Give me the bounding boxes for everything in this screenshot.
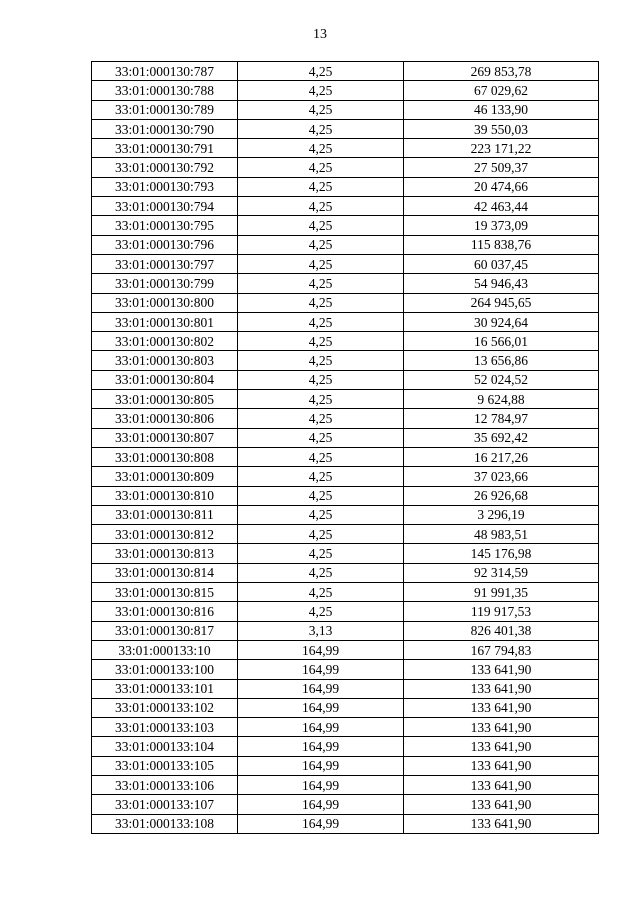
rate-cell: 4,25	[238, 139, 404, 158]
rate-cell: 164,99	[238, 775, 404, 794]
value-cell: 133 641,90	[404, 660, 599, 679]
rate-cell: 164,99	[238, 718, 404, 737]
rate-cell: 4,25	[238, 177, 404, 196]
table-row	[92, 737, 599, 756]
cadastral-number-cell: 33:01:000133:101	[92, 679, 238, 698]
value-cell: 16 217,26	[404, 447, 599, 466]
cadastral-number-cell: 33:01:000130:787	[92, 62, 238, 81]
value-cell: 145 176,98	[404, 544, 599, 563]
rate-cell: 164,99	[238, 698, 404, 717]
rate-cell: 164,99	[238, 679, 404, 698]
rate-cell: 4,25	[238, 332, 404, 351]
table-row	[92, 583, 599, 602]
cadastral-number-cell: 33:01:000130:815	[92, 583, 238, 602]
cadastral-number-cell: 33:01:000130:796	[92, 235, 238, 254]
cadastral-number-cell: 33:01:000130:803	[92, 351, 238, 370]
table-row	[92, 679, 599, 698]
table-row	[92, 119, 599, 138]
cadastral-number-cell: 33:01:000130:807	[92, 428, 238, 447]
table-row	[92, 332, 599, 351]
value-cell: 54 946,43	[404, 274, 599, 293]
rate-cell: 4,25	[238, 81, 404, 100]
cadastral-number-cell: 33:01:000130:792	[92, 158, 238, 177]
rate-cell: 4,25	[238, 467, 404, 486]
table-row	[92, 563, 599, 582]
cadastral-number-cell: 33:01:000133:104	[92, 737, 238, 756]
table-row	[92, 698, 599, 717]
rate-cell: 4,25	[238, 525, 404, 544]
rate-cell: 4,25	[238, 62, 404, 81]
value-cell: 42 463,44	[404, 197, 599, 216]
value-cell: 20 474,66	[404, 177, 599, 196]
value-cell: 133 641,90	[404, 814, 599, 833]
value-cell: 52 024,52	[404, 370, 599, 389]
table-row	[92, 216, 599, 235]
value-cell: 19 373,09	[404, 216, 599, 235]
value-cell: 13 656,86	[404, 351, 599, 370]
table-row	[92, 409, 599, 428]
rate-cell: 4,25	[238, 409, 404, 428]
value-cell: 115 838,76	[404, 235, 599, 254]
value-cell: 39 550,03	[404, 119, 599, 138]
rate-cell: 4,25	[238, 370, 404, 389]
rate-cell: 4,25	[238, 544, 404, 563]
value-cell: 16 566,01	[404, 332, 599, 351]
table-row	[92, 139, 599, 158]
rate-cell: 4,25	[238, 486, 404, 505]
rate-cell: 164,99	[238, 660, 404, 679]
rate-cell: 4,25	[238, 235, 404, 254]
cadastral-number-cell: 33:01:000133:105	[92, 756, 238, 775]
rate-cell: 4,25	[238, 390, 404, 409]
rate-cell: 164,99	[238, 737, 404, 756]
cadastral-number-cell: 33:01:000130:802	[92, 332, 238, 351]
table-row	[92, 81, 599, 100]
cadastral-number-cell: 33:01:000130:795	[92, 216, 238, 235]
table-row	[92, 62, 599, 81]
cadastral-number-cell: 33:01:000130:806	[92, 409, 238, 428]
table-row	[92, 544, 599, 563]
rate-cell: 4,25	[238, 602, 404, 621]
rate-cell: 3,13	[238, 621, 404, 640]
cadastral-number-cell: 33:01:000130:813	[92, 544, 238, 563]
rate-cell: 4,25	[238, 351, 404, 370]
rate-cell: 4,25	[238, 312, 404, 331]
value-cell: 67 029,62	[404, 81, 599, 100]
table-row	[92, 197, 599, 216]
table-row	[92, 775, 599, 794]
cadastral-number-cell: 33:01:000130:817	[92, 621, 238, 640]
value-cell: 26 926,68	[404, 486, 599, 505]
cadastral-number-cell: 33:01:000133:106	[92, 775, 238, 794]
rate-cell: 4,25	[238, 100, 404, 119]
table-row	[92, 505, 599, 524]
cadastral-number-cell: 33:01:000130:791	[92, 139, 238, 158]
cadastral-table	[91, 61, 599, 834]
value-cell: 133 641,90	[404, 795, 599, 814]
rate-cell: 164,99	[238, 640, 404, 659]
value-cell: 119 917,53	[404, 602, 599, 621]
table-row	[92, 795, 599, 814]
cadastral-number-cell: 33:01:000130:793	[92, 177, 238, 196]
table-row	[92, 718, 599, 737]
table-row	[92, 660, 599, 679]
value-cell: 9 624,88	[404, 390, 599, 409]
table-row	[92, 351, 599, 370]
table-row	[92, 293, 599, 312]
cadastral-number-cell: 33:01:000133:107	[92, 795, 238, 814]
table-row	[92, 177, 599, 196]
table-row	[92, 640, 599, 659]
cadastral-number-cell: 33:01:000130:809	[92, 467, 238, 486]
value-cell: 92 314,59	[404, 563, 599, 582]
cadastral-number-cell: 33:01:000130:801	[92, 312, 238, 331]
table-row	[92, 254, 599, 273]
value-cell: 133 641,90	[404, 698, 599, 717]
value-cell: 35 692,42	[404, 428, 599, 447]
value-cell: 264 945,65	[404, 293, 599, 312]
rate-cell: 164,99	[238, 756, 404, 775]
value-cell: 46 133,90	[404, 100, 599, 119]
rate-cell: 4,25	[238, 563, 404, 582]
cadastral-number-cell: 33:01:000130:797	[92, 254, 238, 273]
value-cell: 167 794,83	[404, 640, 599, 659]
cadastral-number-cell: 33:01:000133:108	[92, 814, 238, 833]
cadastral-number-cell: 33:01:000133:103	[92, 718, 238, 737]
value-cell: 60 037,45	[404, 254, 599, 273]
cadastral-number-cell: 33:01:000133:10	[92, 640, 238, 659]
rate-cell: 4,25	[238, 216, 404, 235]
table-row	[92, 602, 599, 621]
value-cell: 269 853,78	[404, 62, 599, 81]
table-row	[92, 467, 599, 486]
table-row	[92, 370, 599, 389]
value-cell: 826 401,38	[404, 621, 599, 640]
cadastral-number-cell: 33:01:000130:799	[92, 274, 238, 293]
rate-cell: 4,25	[238, 274, 404, 293]
cadastral-number-cell: 33:01:000130:790	[92, 119, 238, 138]
cadastral-number-cell: 33:01:000133:102	[92, 698, 238, 717]
rate-cell: 4,25	[238, 293, 404, 312]
rate-cell: 4,25	[238, 119, 404, 138]
value-cell: 3 296,19	[404, 505, 599, 524]
table-row	[92, 428, 599, 447]
value-cell: 133 641,90	[404, 679, 599, 698]
cadastral-number-cell: 33:01:000130:788	[92, 81, 238, 100]
table-row	[92, 158, 599, 177]
table-row	[92, 447, 599, 466]
value-cell: 27 509,37	[404, 158, 599, 177]
value-cell: 133 641,90	[404, 756, 599, 775]
rate-cell: 4,25	[238, 254, 404, 273]
value-cell: 30 924,64	[404, 312, 599, 331]
cadastral-number-cell: 33:01:000130:812	[92, 525, 238, 544]
cadastral-number-cell: 33:01:000130:800	[92, 293, 238, 312]
table-row	[92, 100, 599, 119]
rate-cell: 4,25	[238, 158, 404, 177]
rate-cell: 4,25	[238, 428, 404, 447]
table-row	[92, 486, 599, 505]
rate-cell: 4,25	[238, 505, 404, 524]
value-cell: 223 171,22	[404, 139, 599, 158]
table-row	[92, 525, 599, 544]
table-row	[92, 390, 599, 409]
value-cell: 133 641,90	[404, 718, 599, 737]
value-cell: 91 991,35	[404, 583, 599, 602]
cadastral-number-cell: 33:01:000130:805	[92, 390, 238, 409]
table-row	[92, 235, 599, 254]
rate-cell: 164,99	[238, 814, 404, 833]
table-row	[92, 814, 599, 833]
cadastral-number-cell: 33:01:000130:808	[92, 447, 238, 466]
page-number: 13	[313, 27, 327, 42]
rate-cell: 4,25	[238, 583, 404, 602]
cadastral-number-cell: 33:01:000130:789	[92, 100, 238, 119]
table-body	[92, 62, 599, 834]
cadastral-number-cell: 33:01:000130:804	[92, 370, 238, 389]
table-row	[92, 756, 599, 775]
cadastral-number-cell: 33:01:000133:100	[92, 660, 238, 679]
rate-cell: 4,25	[238, 197, 404, 216]
cadastral-number-cell: 33:01:000130:814	[92, 563, 238, 582]
table-row	[92, 621, 599, 640]
rate-cell: 164,99	[238, 795, 404, 814]
cadastral-number-cell: 33:01:000130:810	[92, 486, 238, 505]
cadastral-number-cell: 33:01:000130:811	[92, 505, 238, 524]
value-cell: 12 784,97	[404, 409, 599, 428]
value-cell: 133 641,90	[404, 737, 599, 756]
value-cell: 133 641,90	[404, 775, 599, 794]
table-row	[92, 312, 599, 331]
cadastral-number-cell: 33:01:000130:816	[92, 602, 238, 621]
value-cell: 48 983,51	[404, 525, 599, 544]
rate-cell: 4,25	[238, 447, 404, 466]
table-row	[92, 274, 599, 293]
value-cell: 37 023,66	[404, 467, 599, 486]
cadastral-number-cell: 33:01:000130:794	[92, 197, 238, 216]
